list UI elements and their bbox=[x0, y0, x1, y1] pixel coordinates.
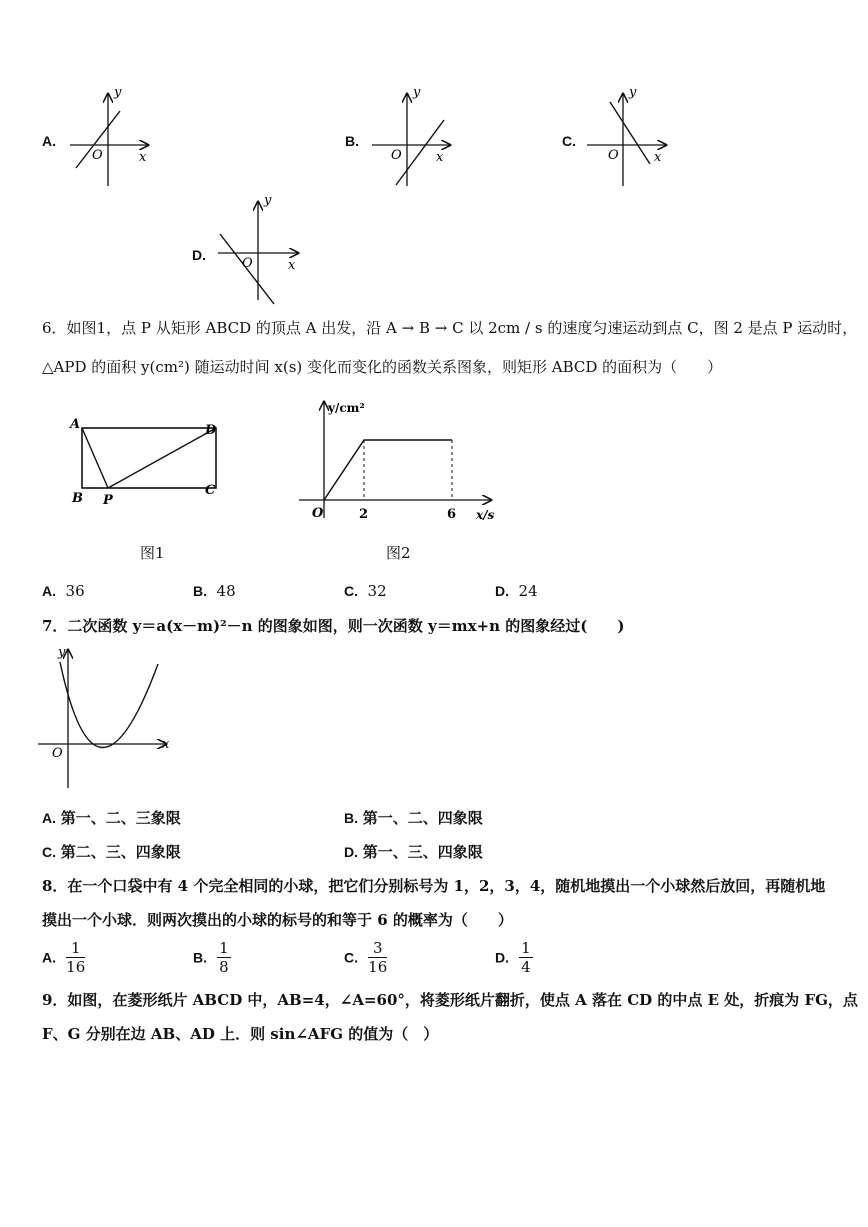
y-axis-label: y bbox=[413, 85, 421, 100]
q6-option-c[interactable]: C. 32 bbox=[344, 582, 387, 600]
tick-label-6: 6 bbox=[447, 507, 457, 522]
q8-stem-line1: 8．在一个口袋中有 4 个完全相同的小球，把它们分别标号为 1，2，3，4，随机地摸出一个小球然后放回，再随机地 bbox=[42, 877, 826, 895]
q5-option-d-graph bbox=[214, 192, 314, 306]
q7-stem: 7．二次函数 y＝a(x－m)²－n 的图象如图，则一次函数 y＝mx+n 的图象经过( ) bbox=[42, 617, 625, 635]
q6-option-d[interactable]: D. 24 bbox=[495, 582, 538, 600]
q5-option-b-label: B. bbox=[345, 133, 359, 149]
q5-option-a-graph bbox=[62, 84, 162, 190]
q7-option-a[interactable]: A. 第一、二、三象限 bbox=[42, 809, 181, 827]
fraction: $\frac{1}{4}$ bbox=[521, 939, 531, 976]
q5-option-c-label: C. bbox=[562, 133, 576, 149]
q9-stem-line1: 9．如图，在菱形纸片 ABCD 中，AB=4，∠A=60°，将菱形纸片翻折，使点 A 落在 CD 的中点 E 处，折痕为 FG，点 bbox=[42, 991, 858, 1009]
point-a-label: A bbox=[70, 417, 81, 432]
q6-stem-line1: 6．如图1，点 P 从矩形 ABCD 的顶点 A 出发，沿 A → B → C 以 2cm / s 的速度匀速运动到点 C，图 2 是点 P 运动时， bbox=[42, 319, 858, 337]
q8-option-c[interactable]: C. $\frac{3}{16}$ bbox=[344, 939, 388, 976]
y-axis-label: y/cm² bbox=[328, 401, 365, 415]
parabola-curve bbox=[60, 662, 158, 748]
q8-option-a[interactable]: A. $\frac{1}{16}$ bbox=[42, 939, 86, 976]
x-axis-label: x/s bbox=[476, 508, 495, 522]
q6-figure-1 bbox=[66, 412, 226, 512]
q7-parabola-graph bbox=[36, 642, 176, 792]
origin-label: O bbox=[92, 148, 103, 163]
x-axis-label: x bbox=[162, 737, 170, 752]
y-axis-label: y bbox=[114, 85, 122, 100]
q8-option-b[interactable]: B. $\frac{1}{8}$ bbox=[193, 939, 229, 976]
rectangle-abcd bbox=[82, 428, 216, 488]
q8-option-d[interactable]: D. $\frac{1}{4}$ bbox=[495, 939, 531, 976]
q8-stem-line2: 摸出一个小球．则两次摸出的小球的标号的和等于 6 的概率为（ ） bbox=[42, 911, 513, 929]
point-p-label: P bbox=[103, 493, 113, 508]
q6-option-a[interactable]: A. 36 bbox=[42, 582, 85, 600]
x-axis-label: x bbox=[288, 258, 296, 273]
origin-label: O bbox=[52, 746, 63, 761]
q6-figure-2-chart bbox=[295, 394, 505, 528]
tick-label-2: 2 bbox=[359, 507, 369, 522]
fraction: $\frac{1}{16}$ bbox=[66, 939, 86, 976]
point-d-label: D bbox=[205, 423, 217, 438]
q6-figure-2-caption: 图2 bbox=[386, 544, 411, 562]
q6-figure-1-caption: 图1 bbox=[140, 544, 165, 562]
origin-label: O bbox=[608, 148, 619, 163]
x-axis-label: x bbox=[139, 150, 147, 165]
origin-label: O bbox=[242, 256, 253, 271]
q6-option-b[interactable]: B. 48 bbox=[193, 582, 236, 600]
y-axis-label: y bbox=[264, 193, 272, 208]
segment-ap bbox=[82, 428, 108, 488]
y-axis-label: y bbox=[629, 85, 637, 100]
q7-option-d[interactable]: D. 第一、三、四象限 bbox=[344, 843, 483, 861]
q5-option-d-label: D. bbox=[192, 247, 206, 263]
point-b-label: B bbox=[72, 491, 83, 506]
area-graph bbox=[324, 440, 452, 500]
q5-option-b-graph bbox=[364, 84, 464, 190]
origin-label: O bbox=[391, 148, 402, 163]
q5-option-a-label: A. bbox=[42, 133, 56, 149]
fraction: $\frac{1}{8}$ bbox=[219, 939, 229, 976]
q7-option-b[interactable]: B. 第一、二、四象限 bbox=[344, 809, 483, 827]
q5-option-c-graph bbox=[582, 84, 682, 190]
q7-option-c[interactable]: C. 第二、三、四象限 bbox=[42, 843, 181, 861]
q6-stem-line2: △APD 的面积 y(cm²) 随运动时间 x(s) 变化而变化的函数关系图象，则矩形 ABCD 的面积为（ ） bbox=[42, 358, 723, 376]
fraction: $\frac{3}{16}$ bbox=[368, 939, 388, 976]
x-axis-label: x bbox=[654, 150, 662, 165]
x-axis-label: x bbox=[436, 150, 444, 165]
segment-pd bbox=[108, 428, 216, 488]
y-axis-label: y bbox=[58, 645, 66, 660]
q9-stem-line2: F、G 分别在边 AB、AD 上．则 sin∠AFG 的值为（ ） bbox=[42, 1025, 439, 1043]
origin-label: O bbox=[312, 506, 324, 521]
point-c-label: C bbox=[205, 483, 216, 498]
